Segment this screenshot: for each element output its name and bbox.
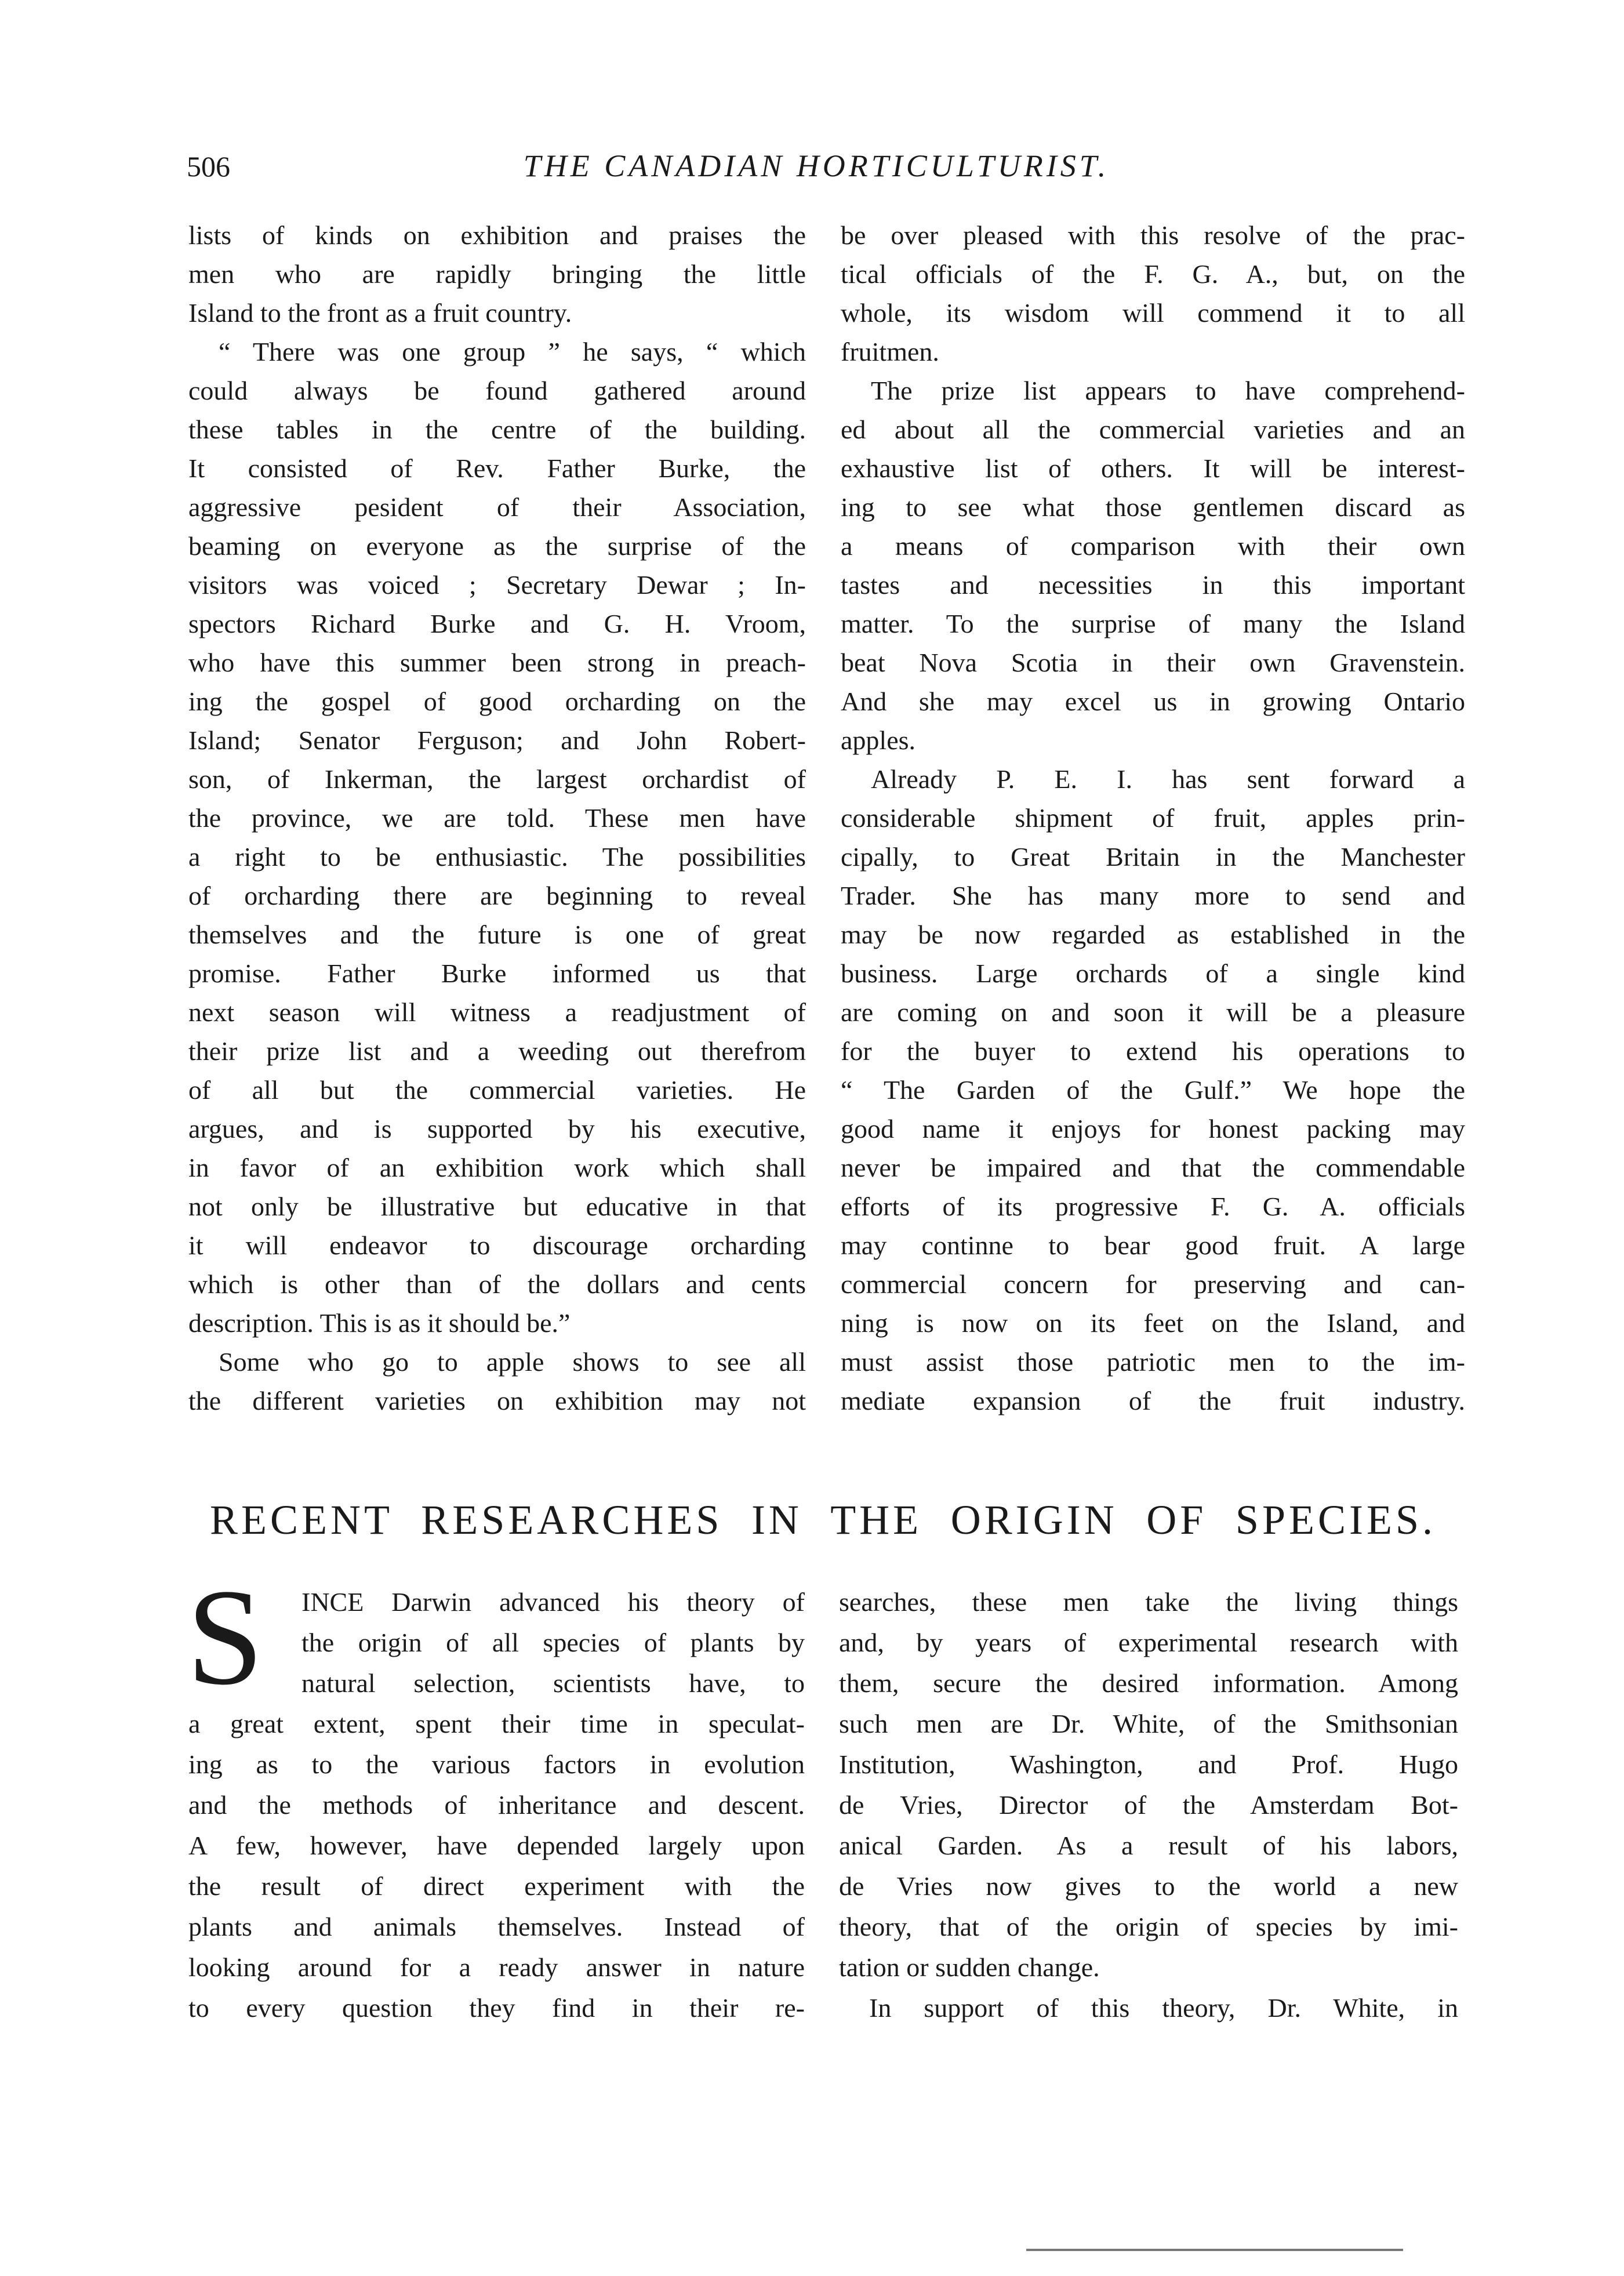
- text-line: mediate expansion of the fruit industry.: [841, 1386, 1465, 1415]
- text-line: never be impaired and that the commendable: [841, 1153, 1465, 1182]
- text-line: plants and animals themselves. Instead of: [188, 1912, 805, 1941]
- text-line: in favor of an exhibition work which shall: [188, 1153, 806, 1182]
- text-line: Island to the front as a fruit country.: [188, 298, 572, 328]
- text-line: must assist those patriotic men to the im-: [841, 1347, 1465, 1377]
- text-line: In support of this theory, Dr. White, in: [869, 1993, 1458, 2023]
- text-line: son, of Inkerman, the largest orchardist of: [188, 764, 806, 794]
- article1-right-column: [841, 216, 1465, 1420]
- text-line: their prize list and a weeding out therefrom: [188, 1036, 806, 1066]
- text-line: of orcharding there are beginning to reveal: [188, 881, 806, 910]
- text-line: cipally, to Great Britain in the Manchester: [841, 842, 1465, 872]
- page-number: 506: [187, 150, 230, 183]
- text-line: beat Nova Scotia in their own Gravenstein.: [841, 648, 1465, 677]
- text-line: It consisted of Rev. Father Burke, the: [188, 453, 806, 483]
- article1-left-column: [188, 216, 806, 1420]
- text-line: fruitmen.: [841, 337, 939, 366]
- article-title: RECENT RESEARCHES IN THE ORIGIN OF SPECIES.: [210, 1497, 1436, 1543]
- text-line: And she may excel us in growing Ontario: [841, 687, 1465, 716]
- text-line: Trader. She has many more to send and: [841, 881, 1465, 910]
- text-line: such men are Dr. White, of the Smithsonian: [839, 1709, 1458, 1738]
- text-line: theory, that of the origin of species by imi-: [839, 1912, 1458, 1941]
- text-line: Some who go to apple shows to see all: [219, 1347, 806, 1377]
- text-line: efforts of its progressive F. G. A. officials: [841, 1192, 1465, 1221]
- article2-right-column: [839, 1582, 1458, 2028]
- text-line: these tables in the centre of the building.: [188, 415, 806, 444]
- text-line: a means of comparison with their own: [841, 531, 1465, 561]
- text-line: de Vries now gives to the world a new: [839, 1871, 1458, 1901]
- running-title: THE CANADIAN HORTICULTURIST.: [523, 148, 1110, 183]
- text-line: matter. To the surprise of many the Island: [841, 609, 1465, 638]
- text-line: them, secure the desired information. Among: [839, 1668, 1458, 1698]
- scan-artifact-line: [1026, 2249, 1403, 2251]
- text-line: which is other than of the dollars and cents: [188, 1269, 806, 1299]
- text-line: whole, its wisdom will commend it to all: [841, 298, 1465, 328]
- text-line: business. Large orchards of a single kind: [841, 959, 1465, 988]
- text-line: tastes and necessities in this important: [841, 570, 1465, 600]
- text-line: be over pleased with this resolve of the prac-: [841, 220, 1465, 250]
- text-line: Institution, Washington, and Prof. Hugo: [839, 1749, 1458, 1779]
- text-line: argues, and is supported by his executive,: [188, 1114, 806, 1144]
- article2-left-column: [188, 1582, 805, 2028]
- text-line: promise. Father Burke informed us that: [188, 959, 806, 988]
- text-line: ing as to the various factors in evolution: [188, 1749, 805, 1779]
- text-line: A few, however, have depended largely upon: [188, 1831, 805, 1860]
- text-line: de Vries, Director of the Amsterdam Bot-: [839, 1790, 1458, 1820]
- text-line: a right to be enthusiastic. The possibilities: [188, 842, 806, 872]
- text-line: may be now regarded as established in the: [841, 920, 1465, 949]
- text-line: are coming on and soon it will be a pleasure: [841, 997, 1465, 1027]
- text-line: The prize list appears to have comprehend-: [871, 376, 1465, 405]
- text-line: could always be found gathered around: [188, 376, 806, 405]
- text-line: good name it enjoys for honest packing may: [841, 1114, 1465, 1144]
- text-line: next season will witness a readjustment of: [188, 997, 806, 1027]
- text-line: not only be illustrative but educative in that: [188, 1192, 806, 1221]
- text-line: anical Garden. As a result of his labors,: [839, 1831, 1458, 1860]
- text-line: INCE Darwin advanced his theory of: [301, 1587, 805, 1617]
- text-line: ing the gospel of good orcharding on the: [188, 687, 806, 716]
- text-line: it will endeavor to discourage orcharding: [188, 1230, 806, 1260]
- text-line: exhaustive list of others. It will be interest-: [841, 453, 1465, 483]
- text-line: beaming on everyone as the surprise of the: [188, 531, 806, 561]
- text-line: ing to see what those gentlemen discard as: [841, 492, 1465, 522]
- text-line: lists of kinds on exhibition and praises the: [188, 220, 806, 250]
- text-line: the result of direct experiment with the: [188, 1871, 805, 1901]
- text-line: looking around for a ready answer in nature: [188, 1952, 805, 1982]
- text-line: who have this summer been strong in preach-: [188, 648, 806, 677]
- text-line: the different varieties on exhibition may not: [188, 1386, 806, 1415]
- text-line: “ There was one group ” he says, “ which: [219, 337, 806, 366]
- text-line: men who are rapidly bringing the little: [188, 259, 806, 289]
- text-line: and the methods of inheritance and descent.: [188, 1790, 805, 1820]
- text-line: may continne to bear good fruit. A large: [841, 1230, 1465, 1260]
- text-line: tation or sudden change.: [839, 1952, 1100, 1982]
- text-line: tical officials of the F. G. A., but, on the: [841, 259, 1465, 289]
- text-line: themselves and the future is one of great: [188, 920, 806, 949]
- text-line: ed about all the commercial varieties and an: [841, 415, 1465, 444]
- text-line: Island; Senator Ferguson; and John Robert-: [188, 725, 806, 755]
- text-line: description. This is as it should be.”: [188, 1308, 571, 1338]
- text-line: Already P. E. I. has sent forward a: [871, 764, 1465, 794]
- text-line: visitors was voiced ; Secretary Dewar ; In-: [188, 570, 806, 600]
- text-line: to every question they find in their re-: [188, 1993, 805, 2023]
- text-line: and, by years of experimental research with: [839, 1628, 1458, 1657]
- text-line: natural selection, scientists have, to: [301, 1668, 805, 1698]
- text-line: apples.: [841, 725, 916, 755]
- text-line: a great extent, spent their time in speculat-: [188, 1709, 805, 1738]
- text-line: the origin of all species of plants by: [301, 1628, 805, 1657]
- text-line: commercial concern for preserving and can-: [841, 1269, 1465, 1299]
- text-line: the province, we are told. These men have: [188, 803, 806, 833]
- text-line: searches, these men take the living things: [839, 1587, 1458, 1617]
- text-line: of all but the commercial varieties. He: [188, 1075, 806, 1105]
- text-line: for the buyer to extend his operations to: [841, 1036, 1465, 1066]
- text-line: “ The Garden of the Gulf.” We hope the: [841, 1075, 1465, 1105]
- text-line: ning is now on its feet on the Island, and: [841, 1308, 1465, 1338]
- drop-cap: S: [187, 1561, 264, 1714]
- text-line: considerable shipment of fruit, apples prin-: [841, 803, 1465, 833]
- text-line: aggressive pesident of their Association,: [188, 492, 806, 522]
- text-line: spectors Richard Burke and G. H. Vroom,: [188, 609, 806, 638]
